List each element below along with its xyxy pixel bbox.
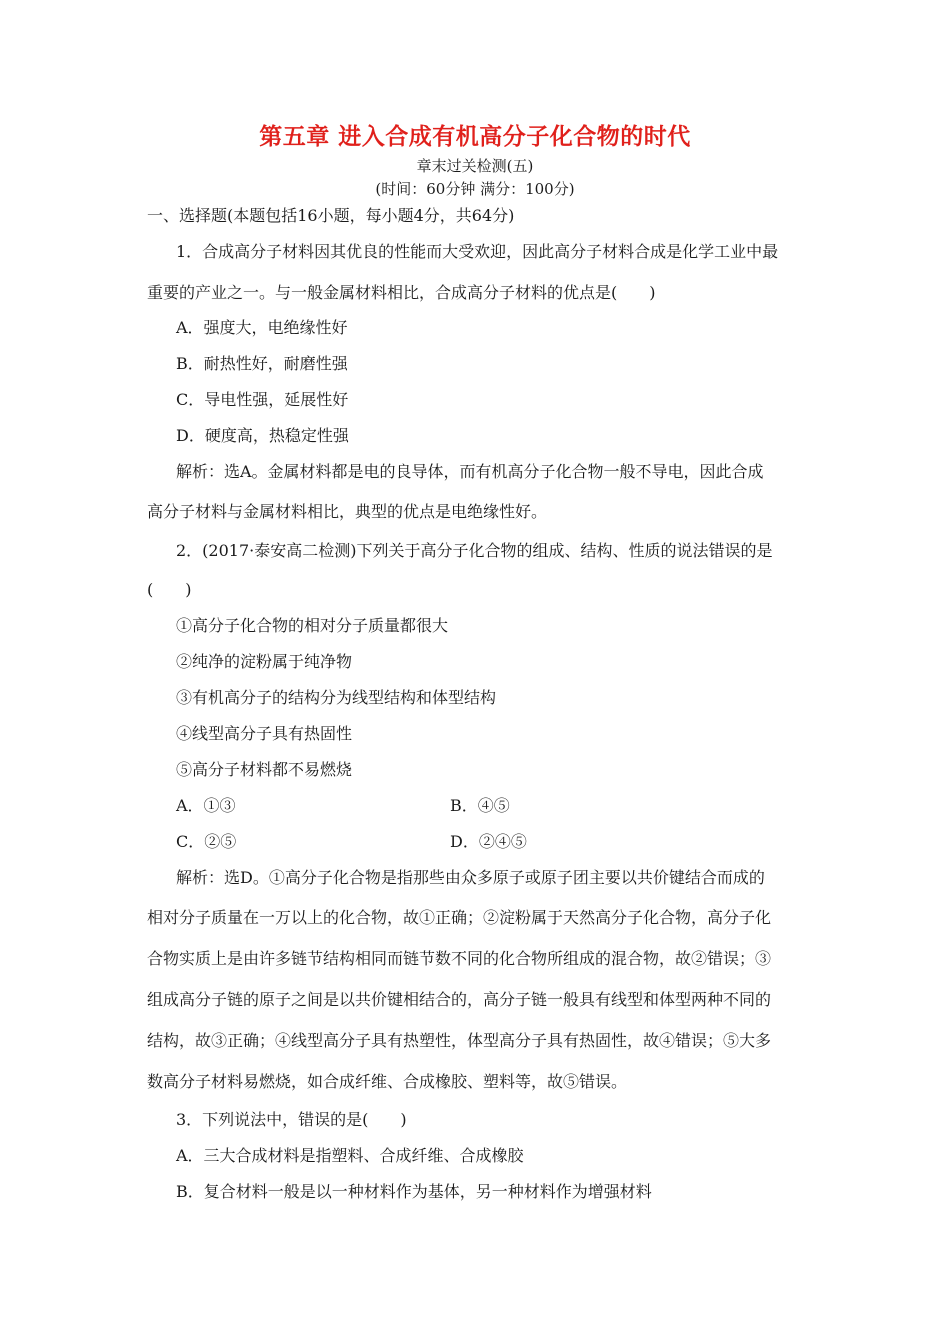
q2-analysis-line-6: 数高分子材料易燃烧，如合成纤维、合成橡胶、塑料等，故⑤错误。: [147, 1072, 628, 1091]
q1-option-d: D．硬度高，热稳定性强: [176, 426, 349, 445]
q2-statement-4: ④线型高分子具有热固性: [176, 724, 353, 743]
q2-stem-line-1: 2．(2017·泰安高二检测)下列关于高分子化合物的组成、结构、性质的说法错误的是: [176, 541, 773, 560]
q2-analysis-line-5: 结构，故③正确；④线型高分子具有热塑性，体型高分子具有热固性，故④错误；⑤大多: [147, 1031, 772, 1050]
q1-stem-line-2: 重要的产业之一。与一般金属材料相比，合成高分子材料的优点是( ): [147, 283, 656, 302]
q2-statement-2: ②纯净的淀粉属于纯净物: [176, 652, 353, 671]
q2-option-d: D．②④⑤: [450, 832, 527, 851]
q1-option-a: A．强度大，电绝缘性好: [176, 318, 348, 337]
q3-stem-line-1: 3．下列说法中，错误的是( ): [176, 1110, 407, 1129]
time-score-line: (时间：60分钟 满分：100分): [375, 180, 575, 198]
q3-option-b: B．复合材料一般是以一种材料作为基体，另一种材料作为增强材料: [176, 1182, 652, 1201]
q2-statement-3: ③有机高分子的结构分为线型结构和体型结构: [176, 688, 497, 707]
q2-statement-1: ①高分子化合物的相对分子质量都很大: [176, 616, 449, 635]
q1-analysis-line-2: 高分子材料与金属材料相比，典型的优点是电绝缘性好。: [147, 502, 548, 521]
test-subtitle: 章末过关检测(五): [416, 157, 534, 175]
q2-stem-line-2: ( ): [147, 580, 192, 599]
q1-stem-line-1: 1．合成高分子材料因其优良的性能而大受欢迎，因此高分子材料合成是化学工业中最: [176, 242, 779, 261]
q2-analysis-line-4: 组成高分子链的原子之间是以共价键相结合的，高分子链一般具有线型和体型两种不同的: [147, 990, 772, 1009]
q2-analysis-line-3: 合物实质上是由许多链节结构相同而链节数不同的化合物所组成的混合物，故②错误；③: [147, 949, 772, 968]
q2-option-c: C．②⑤: [176, 832, 237, 851]
q2-analysis-line-2: 相对分子质量在一万以上的化合物，故①正确；②淀粉属于天然高分子化合物，高分子化: [147, 908, 772, 927]
q1-option-b: B．耐热性好，耐磨性强: [176, 354, 348, 373]
chapter-title: 第五章 进入合成有机高分子化合物的时代: [259, 124, 691, 150]
q2-statement-5: ⑤高分子材料都不易燃烧: [176, 760, 353, 779]
q1-analysis-line-1: 解析：选A。金属材料都是电的良导体，而有机高分子化合物一般不导电，因此合成: [176, 462, 764, 481]
section-heading: 一、选择题(本题包括16小题，每小题4分，共64分): [147, 206, 515, 225]
q2-analysis-line-1: 解析：选D。①高分子化合物是指那些由众多原子或原子团主要以共价键结合而成的: [176, 868, 765, 887]
q2-option-b: B．④⑤: [450, 796, 510, 815]
q3-option-a: A．三大合成材料是指塑料、合成纤维、合成橡胶: [176, 1146, 524, 1165]
q1-option-c: C．导电性强，延展性好: [176, 390, 349, 409]
q2-option-a: A．①③: [176, 796, 236, 815]
